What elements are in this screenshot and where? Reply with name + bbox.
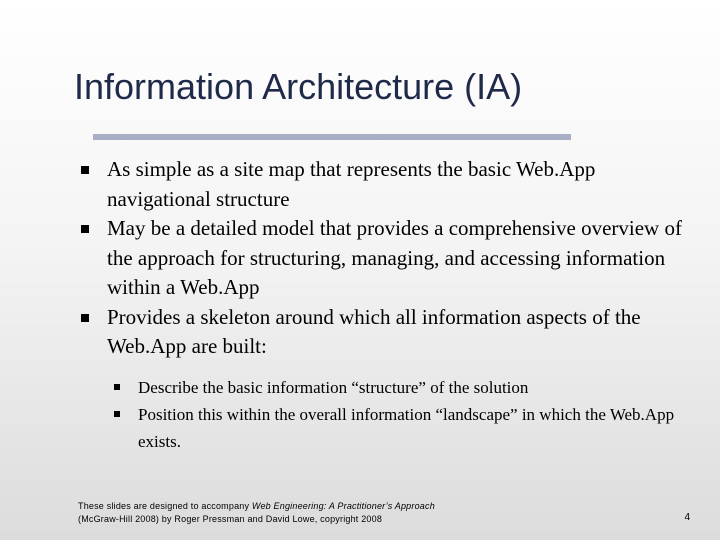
square-bullet-icon [81, 225, 89, 233]
bullet-list [78, 155, 698, 455]
square-bullet-icon [81, 314, 89, 322]
bullet-item [78, 214, 698, 303]
square-bullet-icon [114, 411, 120, 417]
sub-bullet-item [107, 374, 698, 401]
page-number: 4 [684, 512, 690, 523]
sub-bullet-item [107, 401, 698, 455]
footer-prefix: These slides are designed to accompany [78, 501, 252, 511]
square-bullet-icon [114, 384, 120, 390]
footer-book-title: Web Engineering: A Practitioner’s Approach [251, 501, 435, 511]
sub-bullet-text: Describe the basic information “structure” of the solution [138, 377, 529, 397]
slide-footer [78, 500, 435, 526]
bullet-text: May be a detailed model that provides a comprehensive overview of the approach for structuring, managing, and accessing information within a Web.App [107, 216, 682, 299]
bullet-text: As simple as a site map that represents the basic Web.App navigational structure [107, 157, 596, 211]
title-divider [93, 134, 571, 140]
square-bullet-icon [81, 166, 89, 174]
slide-title: Information Architecture (IA) [74, 66, 523, 107]
footer-line2: (McGraw-Hill 2008) by Roger Pressman and David Lowe, copyright 2008 [78, 514, 383, 524]
sub-bullet-text: Position this within the overall information “landscape” in which the Web.App exists. [138, 404, 675, 451]
bullet-item [78, 303, 698, 455]
bullet-item [78, 155, 698, 214]
bullet-text: Provides a skeleton around which all information aspects of the Web.App are built: [107, 304, 641, 358]
sub-bullet-list [107, 374, 698, 455]
